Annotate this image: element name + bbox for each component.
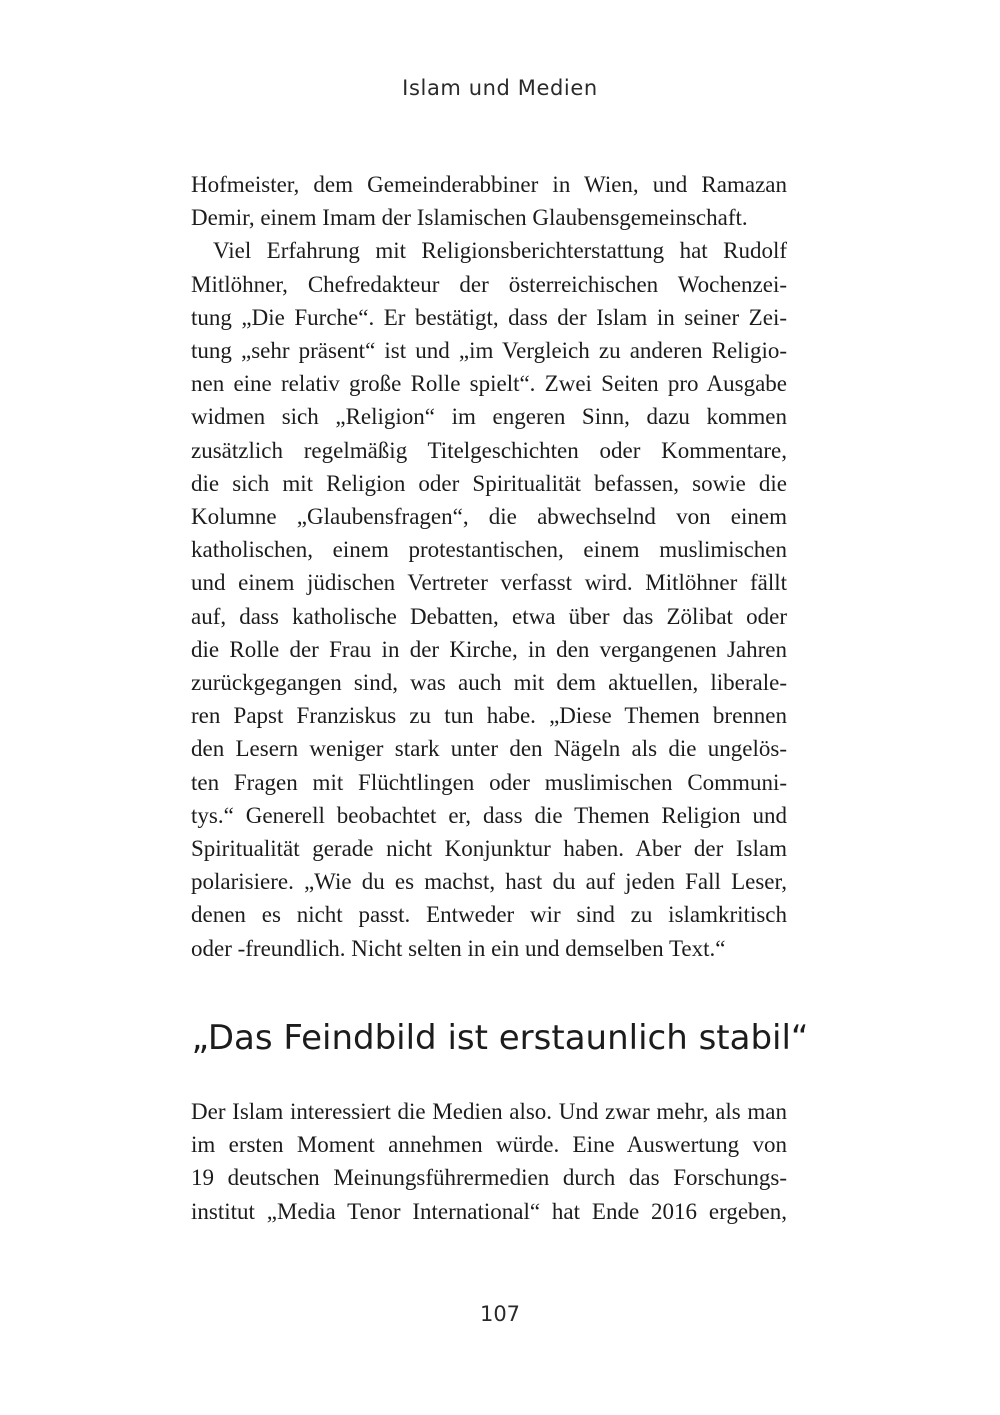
text-line: denen es nicht passt. Entweder wir sind zu islamkritisch xyxy=(191,902,787,928)
text-line: die Rolle der Frau in der Kirche, in den vergangenen Jahren xyxy=(191,636,787,662)
main-text-block xyxy=(191,168,787,965)
text-line: widmen sich „Religion“ im engeren Sinn, dazu kommen xyxy=(191,404,787,430)
text-line: auf, dass katholische Debatten, etwa über das Zölibat oder xyxy=(191,603,787,629)
text-line: und einem jüdischen Vertreter verfasst wird. Mitlöhner fällt xyxy=(191,570,787,596)
text-line: zusätzlich regelmäßig Titelgeschichten oder Kommentare, xyxy=(191,437,787,463)
running-head: Islam und Medien xyxy=(402,76,598,100)
text-line: ten Fragen mit Flüchtlingen oder muslimischen Communi- xyxy=(191,769,787,795)
text-line: Kolumne „Glaubensfragen“, die abwechselnd von einem xyxy=(191,504,787,530)
text-line: Der Islam interessiert die Medien also. Und zwar mehr, als man xyxy=(191,1099,787,1124)
section-text-block xyxy=(191,1095,787,1228)
text-line: zurückgegangen sind, was auch mit dem aktuellen, liberale- xyxy=(191,670,787,696)
section-heading: „Das Feindbild ist erstaunlich stabil“ xyxy=(191,1018,809,1058)
text-line: im ersten Moment annehmen würde. Eine Auswertung von xyxy=(191,1132,787,1158)
text-line: Viel Erfahrung mit Religionsberichterstattung hat Rudolf xyxy=(213,238,787,264)
text-line: den Lesern weniger stark unter den Nägeln als die ungelös- xyxy=(191,736,787,762)
text-line: institut „Media Tenor International“ hat Ende 2016 ergeben, xyxy=(191,1198,787,1224)
text-line: nen eine relativ große Rolle spielt“. Zwei Seiten pro Ausgabe xyxy=(191,371,787,397)
text-line: ren Papst Franziskus zu tun habe. „Diese Themen brennen xyxy=(191,703,787,729)
text-line: Demir, einem Imam der Islamischen Glaubensgemeinschaft. xyxy=(191,205,748,231)
text-line: tung „Die Furche“. Er bestätigt, dass der Islam in seiner Zei- xyxy=(191,304,787,330)
text-line: oder -freundlich. Nicht selten in ein und demselben Text.“ xyxy=(191,935,726,961)
text-line: die sich mit Religion oder Spiritualität befassen, sowie die xyxy=(191,470,787,496)
text-line: Spiritualität gerade nicht Konjunktur haben. Aber der Islam xyxy=(191,836,787,862)
text-line: polarisiere. „Wie du es machst, hast du auf jeden Fall Leser, xyxy=(191,869,787,895)
text-line: Hofmeister, dem Gemeinderabbiner in Wien, und Ramazan xyxy=(191,172,787,197)
text-line: katholischen, einem protestantischen, einem muslimischen xyxy=(191,537,787,563)
text-line: Mitlöhner, Chefredakteur der österreichischen Wochenzei- xyxy=(191,271,787,297)
text-line: tung „sehr präsent“ ist und „im Vergleich zu anderen Religio- xyxy=(191,338,787,364)
text-line: 19 deutschen Meinungsführermedien durch das Forschungs- xyxy=(191,1165,787,1191)
text-line: tys.“ Generell beobachtet er, dass die Themen Religion und xyxy=(191,802,787,828)
page-number: 107 xyxy=(479,1302,521,1326)
